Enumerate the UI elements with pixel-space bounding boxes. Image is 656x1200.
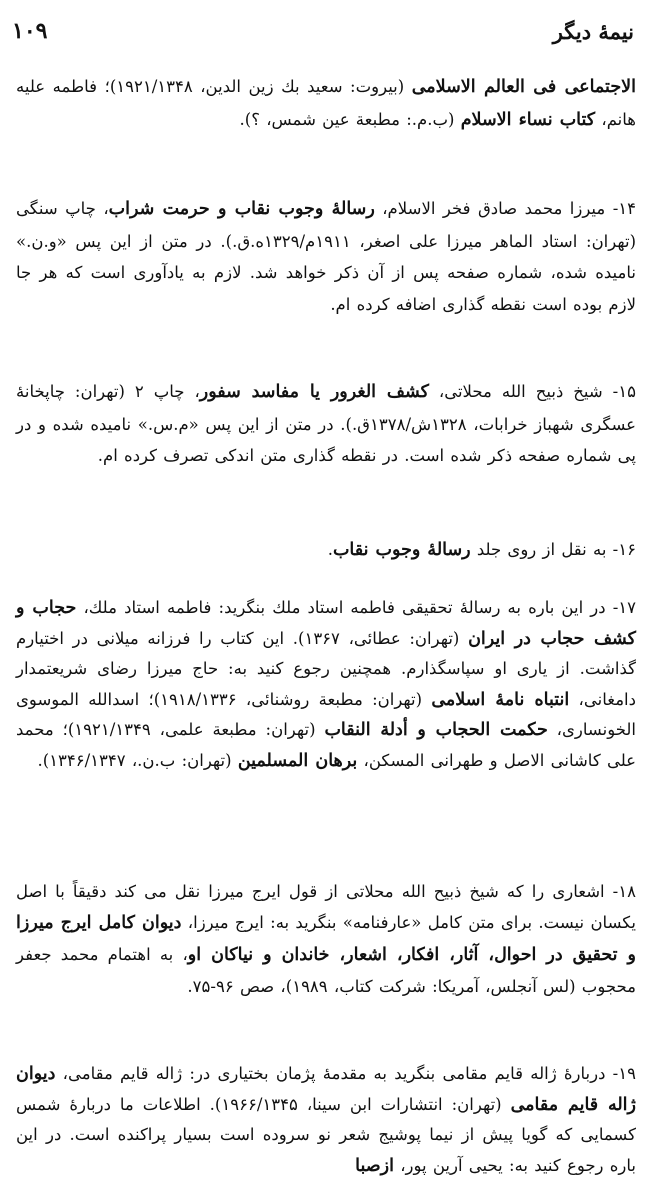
note-text: (تهران: مطبعة علمی، ۱۹۲۱/۱۳۴۹)؛ محمد علی کاشانی الاصل و طهرانی المسکن،: [16, 720, 636, 770]
note-text: .: [327, 540, 333, 559]
note-text: (تهران: عطائی، ۱۳۶۷). این کتاب را فرزانه میلانی در اختیارم گذاشت. از یاری او سپاسگذارم. همچنین رجوع کنید به: حاج میرزا رضای شریعتمدار دامغانی،: [16, 628, 636, 709]
note-text: (تهران: مطبعة روشنائی، ۱۹۱۸/۱۳۳۶)؛ اسدالله الموسوی الخونساری،: [16, 689, 636, 739]
note-text: (ب.م.: مطبعة عین شمس، ؟).: [239, 109, 461, 129]
footnote-13-continued: [16, 71, 636, 136]
page-number: ١٠٩: [12, 18, 48, 44]
footnote-18: [16, 876, 636, 1002]
note-text: ۱۶- به نقل از روی جلد: [470, 540, 636, 559]
note-text: ، چاپ سنگی (تهران: استاد الماهر میرزا علی اصغر، ۱۹۱۱م/۱۳۲۹ه.ق.). در متن از این پس «و.ن.» نامیده شده، شماره صفحه پس از آن ذکر خواهد شد. لازم به یادآوری است که هر جا لازم بوده است نقطه گذاری اضافه کرده ام.: [16, 199, 637, 314]
bold-title: کشف الغرور یا مفاسد سفور: [199, 382, 429, 402]
note-text: (تهران: ب.ن.، ۱۳۴۶/۱۳۴۷).: [37, 750, 238, 770]
note-text: ۱۵- شیخ ذبیح الله محلاتی،: [428, 382, 636, 401]
running-title: نیمهٔ دیگر: [552, 18, 634, 44]
bold-title: انتباه نامهٔ اسلامی: [431, 689, 570, 710]
note-text: ۱۸- اشعاری را که شیخ ذبیح الله محلاتی از قول ایرج میرزا نقل می کند دقیقاً با اصل یکسان نیست. برای متن کامل «عارفنامه» بنگرید به: ایرج میرزا،: [16, 882, 637, 932]
footnote-14: [16, 193, 636, 320]
bold-title: دیوان ژاله قایم مقامی: [16, 1064, 636, 1115]
footnote-19: [16, 1059, 636, 1181]
footnote-15: [16, 376, 636, 472]
bold-title: حجاب و کشف حجاب در ایران: [16, 598, 636, 649]
bold-title: کتاب نساء الاسلام: [460, 109, 596, 130]
bold-title: حکمت الحجاب و أدلة النقاب: [324, 720, 548, 740]
bold-title: دیوان کامل ایرج میرزا و تحقیق در احوال، آثار، افکار، اشعار، خاندان و نیاکان او: [16, 913, 637, 965]
note-text: ۱۷- در این باره به رسالهٔ تحقیقی فاطمه استاد ملك بنگرید: فاطمه استاد ملك،: [76, 598, 637, 617]
note-text: ۱۹- دربارهٔ ژاله قایم مقامی بنگرید به مقدمهٔ پژمان بختیاری در: ژاله قایم مقامی،: [55, 1064, 636, 1083]
bold-title: الاجتماعی فی العالم الاسلامی: [411, 77, 636, 97]
note-text: ، چاپ ۲ (تهران: چاپخانهٔ عسگری شهباز خرابات، ۱۳۲۸ش/۱۳۷۸ق.). در متن از این پس «م.س.» نامیده شده و در پی شماره صفحه ذکر شده است. در نقطه گذاری متن اندکی تصرف کرده ام.: [16, 382, 637, 465]
bold-title: رسالهٔ وجوب نقاب: [332, 540, 471, 560]
footnote-16: [16, 534, 636, 567]
bold-title: رسالهٔ وجوب نقاب و حرمت شراب: [108, 199, 375, 219]
note-text: (بیروت: سعید بك زین الدین، ۱۹۲۱/۱۳۴۸)؛ فاطمه علیه هانم،: [16, 77, 636, 129]
note-text: (تهران: انتشارات ابن سینا، ۱۹۶۶/۱۳۴۵). اطلاعات ما دربارهٔ شمس کسمایی که گویا پیش از نیما پوشیج شعر نو سروده است بسیار پراکنده است. در این باره رجوع کنید به: یحیی آرین پور،: [16, 1094, 636, 1175]
note-text: ۱۴- میرزا محمد صادق فخر الاسلام،: [374, 199, 636, 218]
bold-title: ازصبا: [355, 1155, 394, 1176]
running-header: [12, 14, 634, 48]
note-text: ، به اهتمام محمد جعفر محجوب (لس آنجلس، آمریکا: شرکت کتاب، ۱۹۸۹)، صص ۹۶-۷۵.: [16, 945, 636, 996]
bold-title: برهان المسلمین: [237, 750, 358, 771]
footnote-17: [16, 593, 636, 776]
